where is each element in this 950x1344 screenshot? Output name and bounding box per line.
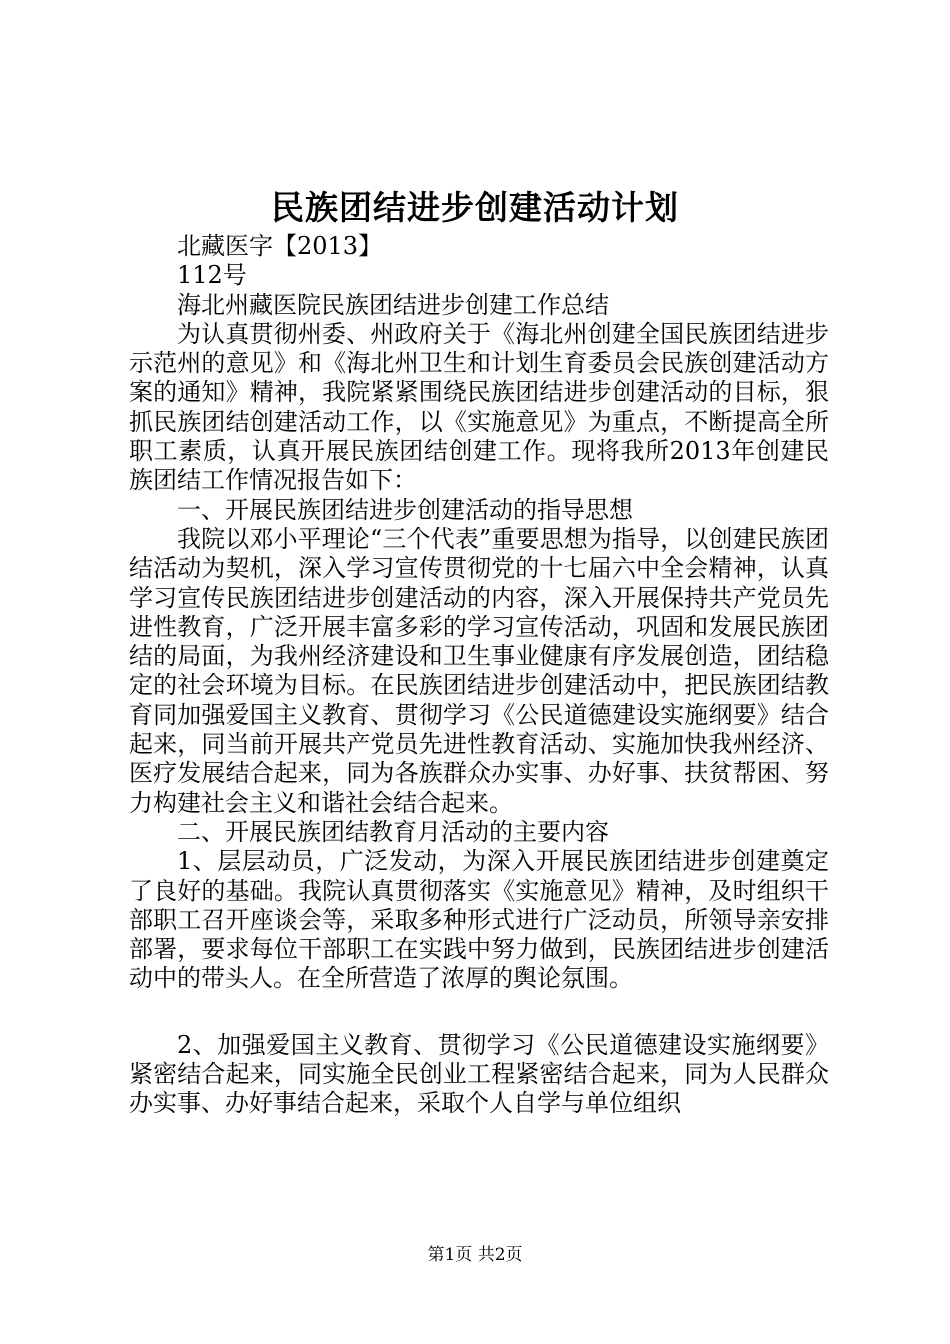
paragraph-item-1: 1、层层动员，广泛发动，为深入开展民族团结进步创建奠定了良好的基础。我院认真贯彻落实《实施意见》精神，及时组织干部职工召开座谈会等，采取多种形式进行广泛动员，所领导亲安排部署，要求每位干部职工在实践中努力做到，民族团结进步创建活动中的带头人。在全所营造了浓厚的舆论氛围。 xyxy=(129,847,829,993)
paragraph-gap xyxy=(129,994,829,1031)
document-subtitle: 海北州藏医院民族团结进步创建工作总结 xyxy=(177,290,609,319)
document-title: 民族团结进步创建活动计划 xyxy=(271,188,679,227)
page-number-footer: 第1页 共2页 xyxy=(427,1245,523,1265)
section-heading-2: 二、开展民族团结教育月活动的主要内容 xyxy=(177,817,609,846)
document-body xyxy=(129,232,829,1119)
paragraph-intro: 为认真贯彻州委、州政府关于《海北州创建全国民族团结进步示范州的意见》和《海北州卫生和计划生育委员会民族创建活动方案的通知》精神，我院紧紧围绕民族团结进步创建活动的目标，狠抓民族团结创建活动工作，以《实施意见》为重点，不断提高全所职工素质，认真开展民族团结创建工作。现将我所2013年创建民族团结工作情况报告如下： xyxy=(129,319,829,495)
doc-number-line-1: 北藏医字【2013】 xyxy=(177,232,383,260)
section-heading-1: 一、开展民族团结进步创建活动的指导思想 xyxy=(177,495,633,524)
doc-number-line-2: 112号 xyxy=(177,261,247,290)
paragraph-guiding-thought: 我院以邓小平理论“三个代表”重要思想为指导，以创建民族团结活动为契机，深入学习宣传贯彻党的十七届六中全会精神，认真学习宣传民族团结进步创建活动的内容，深入开展保持共产党员先进性教育，广泛开展丰富多彩的学习宣传活动，巩固和发展民族团结的局面，为我州经济建设和卫生事业健康有序发展创造，团结稳定的社会环境为目标。在民族团结进步创建活动中，把民族团结教育同加强爱国主义教育、贯彻学习《公民道德建设实施纲要》结合起来，同当前开展共产党员先进性教育活动、实施加快我州经济、医疗发展结合起来，同为各族群众办实事、办好事、扶贫帮困、努力构建社会主义和谐社会结合起来。 xyxy=(129,524,829,817)
paragraph-item-2: 2、加强爱国主义教育、贯彻学习《公民道德建设实施纲要》紧密结合起来，同实施全民创业工程紧密结合起来，同为人民群众办实事、办好事结合起来，采取个人自学与单位组织 xyxy=(129,1030,829,1118)
